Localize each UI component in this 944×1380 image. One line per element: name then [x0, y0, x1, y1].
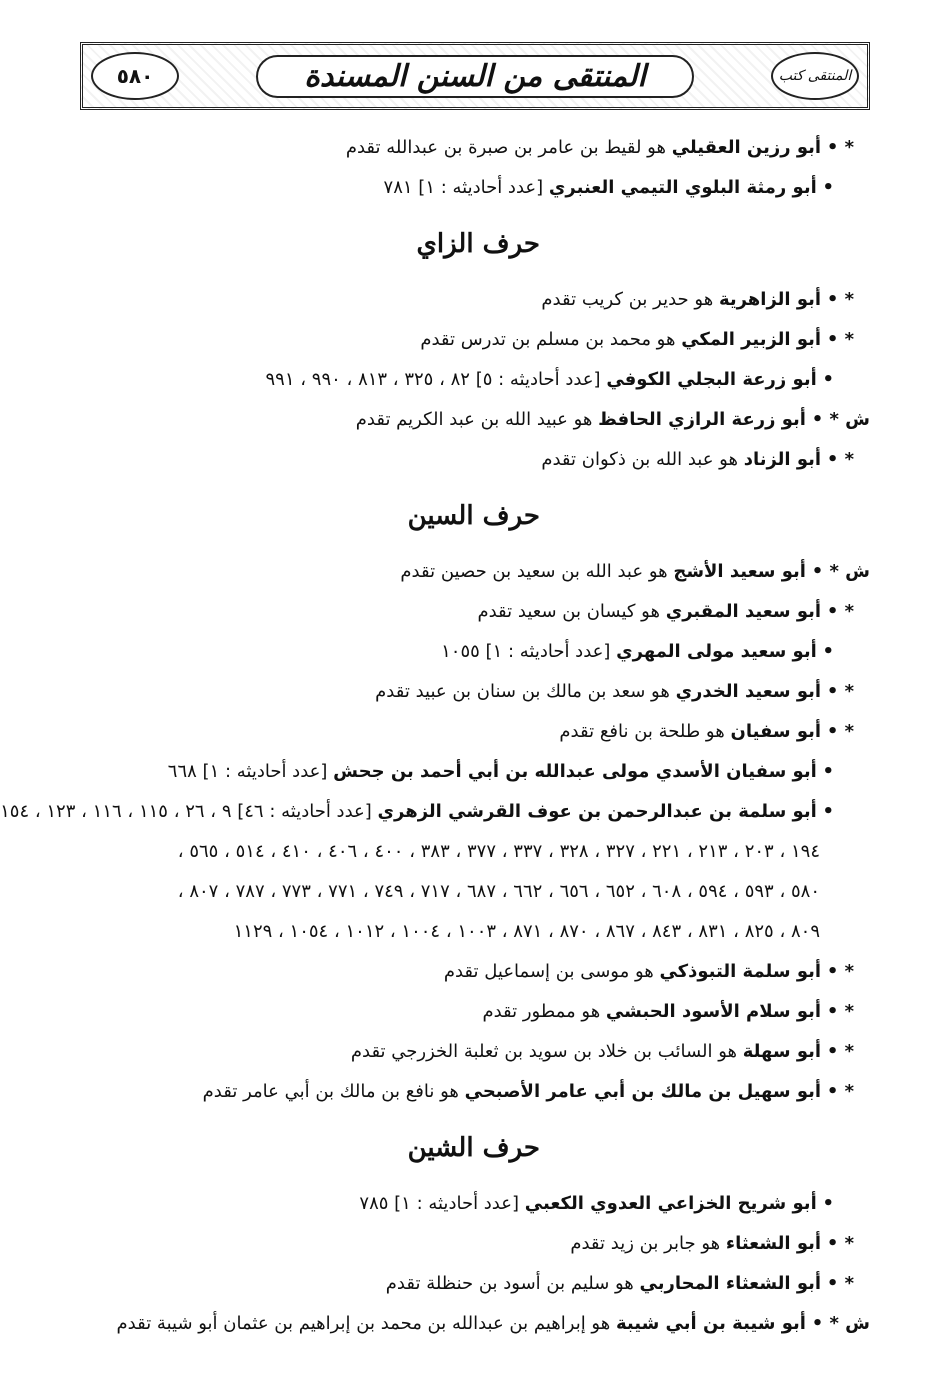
entry-abu-salama-tabudhaki — [80, 952, 870, 992]
entry-abu-said-ashaj — [80, 552, 870, 592]
narrator-name: أبو سفيان — [730, 721, 822, 742]
entry-text: هو إبراهيم بن عبدالله بن محمد بن إبراهيم بن عثمان أبو شيبة تقدم — [116, 1313, 611, 1334]
entry-marker: ش * • — [811, 409, 870, 430]
entry-abu-alzinad — [80, 440, 870, 480]
entry-abu-alshatha-muharibi — [80, 1264, 870, 1304]
entry-continuation: ١٩٤ ، ٢٠٣ ، ٢١٣ ، ٢٢١ ، ٣٢٧ ، ٣٢٨ ، ٣٣٧ ، ٣٧٧ ، ٣٨٣ ، ٤٠٠ ، ٤٠٦ ، ٤١٠ ، ٥١٤ ، ٥٦٥ ، — [177, 841, 820, 862]
entry-marker: • — [822, 177, 834, 198]
entry-abu-sallam — [80, 992, 870, 1032]
entry-marker: • — [822, 761, 834, 782]
entry-text: هو ممطور تقدم — [482, 1001, 601, 1022]
entry-text: [عدد أحاديثه : ١] ٧٨٥ — [359, 1193, 520, 1214]
book-title: المنتقى من السنن المسندة — [256, 55, 694, 98]
narrator-name: أبو الشعثاء — [725, 1233, 822, 1254]
entry-text: هو عبد الله بن ذكوان تقدم — [541, 449, 738, 470]
entry-abu-zura-razi — [80, 400, 870, 440]
entry-marker: • — [822, 641, 834, 662]
narrator-name: أبو سلمة التبوذكي — [659, 961, 822, 982]
entry-marker: * • — [826, 721, 854, 742]
entry-marker: * • — [826, 961, 854, 982]
entry-text: هو كيسان بن سعيد تقدم — [477, 601, 660, 622]
section-heading-shin: حرف الشين — [407, 1133, 540, 1163]
entry-text: هو السائب بن خلاد بن سويد بن ثعلبة الخزرجي تقدم — [350, 1041, 738, 1062]
entry-text: هو عبيد الله بن عبد الكريم تقدم — [355, 409, 593, 430]
narrator-name: أبو سلام الأسود الحبشي — [605, 1001, 822, 1022]
entry-marker: ش * • — [811, 1313, 870, 1334]
narrator-name: أبو سفيان الأسدي مولى عبدالله بن أبي أحمد بن جحش — [333, 761, 817, 782]
entry-abu-sahla — [80, 1032, 870, 1072]
entry-abu-rimtha — [80, 168, 870, 208]
entry-text: [عدد أحاديثه : ١] ٧٨١ — [383, 177, 544, 198]
narrator-name: أبو سلمة بن عبدالرحمن بن عوف القرشي الزهري — [377, 801, 817, 822]
entry-text: هو طلحة بن نافع تقدم — [559, 721, 725, 742]
narrator-name: أبو الزبير المكي — [681, 329, 822, 350]
entry-abu-said-maqburi — [80, 592, 870, 632]
entry-text: هو لقيط بن عامر بن صبرة بن عبدالله تقدم — [345, 137, 666, 158]
entry-text: هو جابر بن زيد تقدم — [570, 1233, 721, 1254]
entry-abu-alshatha — [80, 1224, 870, 1264]
entry-text: [عدد أحاديثه : ١] ١٠٥٥ — [441, 641, 611, 662]
page-number: ٥٨٠ — [91, 52, 179, 100]
entry-text: هو نافع بن مالك بن أبي عامر تقدم — [202, 1081, 459, 1102]
entry-abu-alzahiriya — [80, 280, 870, 320]
entry-continuation: ٨٠٩ ، ٨٢٥ ، ٨٣١ ، ٨٤٣ ، ٨٦٧ ، ٨٧٠ ، ٨٧١ ، ١٠٠٣ ، ١٠٠٤ ، ١٠١٢ ، ١٠٥٤ ، ١١٢٩ — [233, 921, 820, 942]
entry-abu-shuraih — [80, 1184, 870, 1224]
entry-continuation: ٥٨٠ ، ٥٩٣ ، ٥٩٤ ، ٦٠٨ ، ٦٥٢ ، ٦٥٦ ، ٦٦٢ ، ٦٨٧ ، ٧١٧ ، ٧٤٩ ، ٧٧١ ، ٧٧٣ ، ٧٨٧ ، ٨٠٧ ، — [177, 881, 820, 902]
entry-abu-said-khudri — [80, 672, 870, 712]
entry-text: هو سليم بن أسود بن حنظلة تقدم — [385, 1273, 634, 1294]
narrator-name: أبو سهلة — [742, 1041, 822, 1062]
entry-text: [عدد أحاديثه : ٤٦] ٩ ، ٢٦ ، ١١٥ ، ١١٦ ، ١٢٣ ، ١٥٤ — [0, 801, 372, 822]
narrator-name: أبو الزناد — [743, 449, 822, 470]
entry-marker: * • — [826, 137, 854, 158]
entry-marker: • — [822, 1193, 834, 1214]
narrator-name: أبو شيبة بن أبي شيبة — [615, 1313, 806, 1334]
entry-text: [عدد أحاديثه : ٥] ٨٢ ، ٣٢٥ ، ٨١٣ ، ٩٩٠ ، ٩٩١ — [265, 369, 601, 390]
entry-abu-shaiba — [80, 1304, 870, 1344]
narrator-name: أبو الشعثاء المحاربي — [639, 1273, 822, 1294]
narrator-name: أبو سعيد مولى المهري — [616, 641, 817, 662]
entry-marker: * • — [826, 601, 854, 622]
narrator-name: أبو شريح الخزاعي العدوي الكعبي — [524, 1193, 817, 1214]
narrator-name: أبو الزاهرية — [718, 289, 822, 310]
narrator-name: أبو سعيد المقبري — [665, 601, 822, 622]
entry-marker: ش * • — [811, 561, 870, 582]
entry-marker: * • — [826, 1233, 854, 1254]
entry-abu-sufyan-asadi — [80, 752, 870, 792]
entry-marker: • — [822, 801, 834, 822]
entry-marker: * • — [826, 1081, 854, 1102]
entry-abu-alzubair — [80, 320, 870, 360]
narrator-name: أبو زرعة البجلي الكوفي — [606, 369, 817, 390]
page-content — [0, 128, 870, 1344]
narrator-name: أبو سعيد الأشج — [673, 561, 806, 582]
entry-abu-zura-bajali — [80, 360, 870, 400]
entry-marker: * • — [826, 1273, 854, 1294]
book-emblem: المنتقى كتب — [771, 52, 859, 100]
entry-text: هو محمد بن مسلم بن تدرس تقدم — [420, 329, 676, 350]
entry-text: [عدد أحاديثه : ١] ٦٦٨ — [167, 761, 328, 782]
entry-marker: * • — [826, 1001, 854, 1022]
entry-abu-razin — [80, 128, 870, 168]
entry-marker: * • — [826, 1041, 854, 1062]
entry-text: هو حدير بن كريب تقدم — [541, 289, 714, 310]
narrator-name: أبو زرعة الرازي الحافظ — [598, 409, 806, 430]
narrator-name: أبو رمثة البلوي التيمي العنبري — [548, 177, 817, 198]
entry-marker: • — [822, 369, 834, 390]
entry-text: هو موسى بن إسماعيل تقدم — [443, 961, 654, 982]
section-heading-zay: حرف الزاي — [416, 229, 540, 259]
page-header — [80, 42, 870, 110]
narrator-name: أبو رزين العقيلي — [671, 137, 822, 158]
entry-abu-sufyan — [80, 712, 870, 752]
entry-abu-suhail — [80, 1072, 870, 1112]
section-heading-sin: حرف السين — [407, 501, 540, 531]
entry-marker: * • — [826, 289, 854, 310]
entry-abu-salama-zuhri — [0, 792, 870, 832]
entry-marker: * • — [826, 449, 854, 470]
narrator-name: أبو سعيد الخدري — [675, 681, 822, 702]
entry-text: هو سعد بن مالك بن سنان بن عبيد تقدم — [375, 681, 670, 702]
entry-abu-said-mahri — [80, 632, 870, 672]
narrator-name: أبو سهيل بن مالك بن أبي عامر الأصبحي — [464, 1081, 822, 1102]
entry-marker: * • — [826, 681, 854, 702]
entry-marker: * • — [826, 329, 854, 350]
entry-text: هو عبد الله بن سعيد بن حصين تقدم — [400, 561, 668, 582]
